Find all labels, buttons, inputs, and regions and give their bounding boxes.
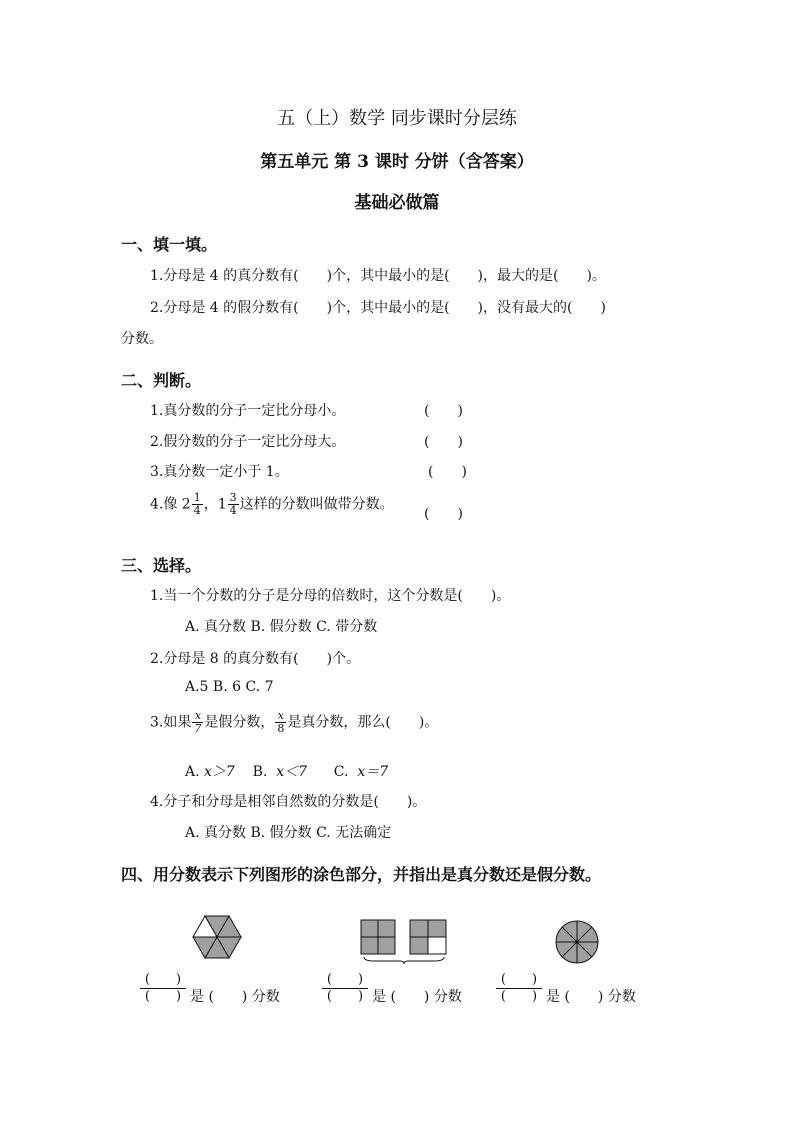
fraction-denominator: 8 — [277, 722, 285, 735]
s3-q3-post: 是真分数，那么( )。 — [287, 714, 439, 731]
square-cell — [378, 920, 395, 937]
section4-heading: 四、用分数表示下列图形的涂色部分，并指出是真分数还是假分数。 — [121, 865, 602, 884]
option-c-label: C. — [307, 764, 358, 780]
s3-q3-pre: 3.如果 — [150, 714, 192, 731]
s3-question-1-options: A. 真分数 B. 假分数 C. 带分数 — [185, 619, 378, 635]
option-a-label: A. — [185, 764, 205, 780]
s1-question-2: 2.分母是 4 的假分数有( )个，其中最小的是( )，没有最大的( ) — [150, 300, 606, 316]
fraction-x-7 — [192, 710, 203, 735]
square-cell — [410, 937, 428, 954]
page-title: 五（上）数学 同步课时分层练 — [277, 108, 517, 129]
section2-heading: 二、判断。 — [121, 371, 202, 390]
page-subtitle: 第五单元 第 3 课时 分饼（含答案） — [260, 152, 534, 172]
fraction-numerator: 1 — [193, 491, 201, 504]
answer-numerator-blank: ( ) — [140, 972, 186, 989]
square-cell — [361, 937, 378, 954]
s3-question-4-options: A. 真分数 B. 假分数 C. 无法确定 — [185, 825, 392, 841]
s2-question-4-blank: ( ) — [424, 506, 463, 522]
brace — [364, 957, 444, 964]
fraction-denominator: 7 — [194, 722, 202, 735]
figure-squares — [360, 919, 450, 965]
s1-question-2-cont: 分数。 — [121, 331, 163, 347]
answer-fraction — [322, 972, 368, 1005]
answer-denominator-blank: ( ) — [500, 989, 538, 1004]
s3-question-4: 4.分子和分母是相邻自然数的分数是( )。 — [150, 794, 427, 810]
s2-question-1-blank: ( ) — [424, 403, 463, 419]
section-level-heading: 基础必做篇 — [354, 193, 440, 213]
square-cell — [378, 937, 395, 954]
fraction-1-4 — [192, 492, 203, 517]
square-cell — [428, 937, 446, 954]
square-cell — [361, 920, 378, 937]
option-a-expr: x＞7 — [204, 764, 235, 780]
answer-3 — [496, 972, 542, 1005]
answer-1 — [140, 972, 186, 1005]
s2-question-2-blank: ( ) — [424, 434, 463, 450]
answer-denominator-blank: ( ) — [144, 989, 182, 1004]
answer-2 — [322, 972, 368, 1005]
s3-q3-mid: 是假分数， — [204, 714, 275, 731]
answer-numerator-blank: ( ) — [496, 972, 542, 989]
figure-hexagon — [192, 914, 242, 960]
section3-heading: 三、选择。 — [121, 556, 202, 575]
fraction-3-4 — [228, 492, 239, 517]
fraction-x-8 — [275, 710, 286, 735]
s3-question-1: 1.当一个分数的分子是分母的倍数时，这个分数是( )。 — [150, 588, 511, 604]
s1-question-1: 1.分母是 4 的真分数有( )个，其中最小的是( )，最大的是( )。 — [150, 268, 606, 284]
s2-question-1: 1.真分数的分子一定比分母小。 — [150, 403, 346, 419]
fraction-denominator: 4 — [229, 504, 237, 517]
answer-3-suffix: 是 ( ) 分数 — [546, 989, 636, 1005]
option-c-expr: x＝7 — [357, 764, 389, 780]
option-b-label: B. — [234, 764, 277, 780]
square-cell — [428, 920, 446, 937]
answer-fraction — [140, 972, 186, 1005]
answer-2-suffix: 是 ( ) 分数 — [372, 989, 462, 1005]
answer-numerator-blank: ( ) — [322, 972, 368, 989]
fraction-denominator: 4 — [193, 504, 201, 517]
option-b-expr: x＜7 — [276, 764, 308, 780]
fraction-numerator: x — [275, 710, 286, 723]
s2-q4-post: 这样的分数叫做带分数。 — [239, 496, 394, 513]
section1-heading: 一、填一填。 — [121, 235, 218, 254]
s3-question-3 — [150, 710, 438, 735]
square-cell — [410, 920, 428, 937]
s2-question-2: 2.假分数的分子一定比分母大。 — [150, 434, 346, 450]
s3-question-2: 2.分母是 8 的真分数有( )个。 — [150, 651, 361, 667]
s2-q4-mid: ，1 — [203, 496, 227, 513]
figure-circle — [554, 919, 600, 965]
fraction-numerator: 3 — [229, 491, 237, 504]
answer-fraction — [496, 972, 542, 1005]
fraction-numerator: x — [192, 710, 203, 723]
s3-question-2-options: A.5 B. 6 C. 7 — [185, 679, 274, 695]
s2-question-3: 3.真分数一定小于 1。 — [150, 464, 289, 480]
s2-question-4 — [150, 492, 394, 517]
s2-question-3-blank: ( ) — [428, 464, 467, 480]
answer-1-suffix: 是 ( ) 分数 — [190, 989, 280, 1005]
answer-denominator-blank: ( ) — [326, 989, 364, 1004]
s3-question-3-options — [185, 761, 388, 781]
s2-q4-pre: 4.像 2 — [150, 496, 191, 513]
